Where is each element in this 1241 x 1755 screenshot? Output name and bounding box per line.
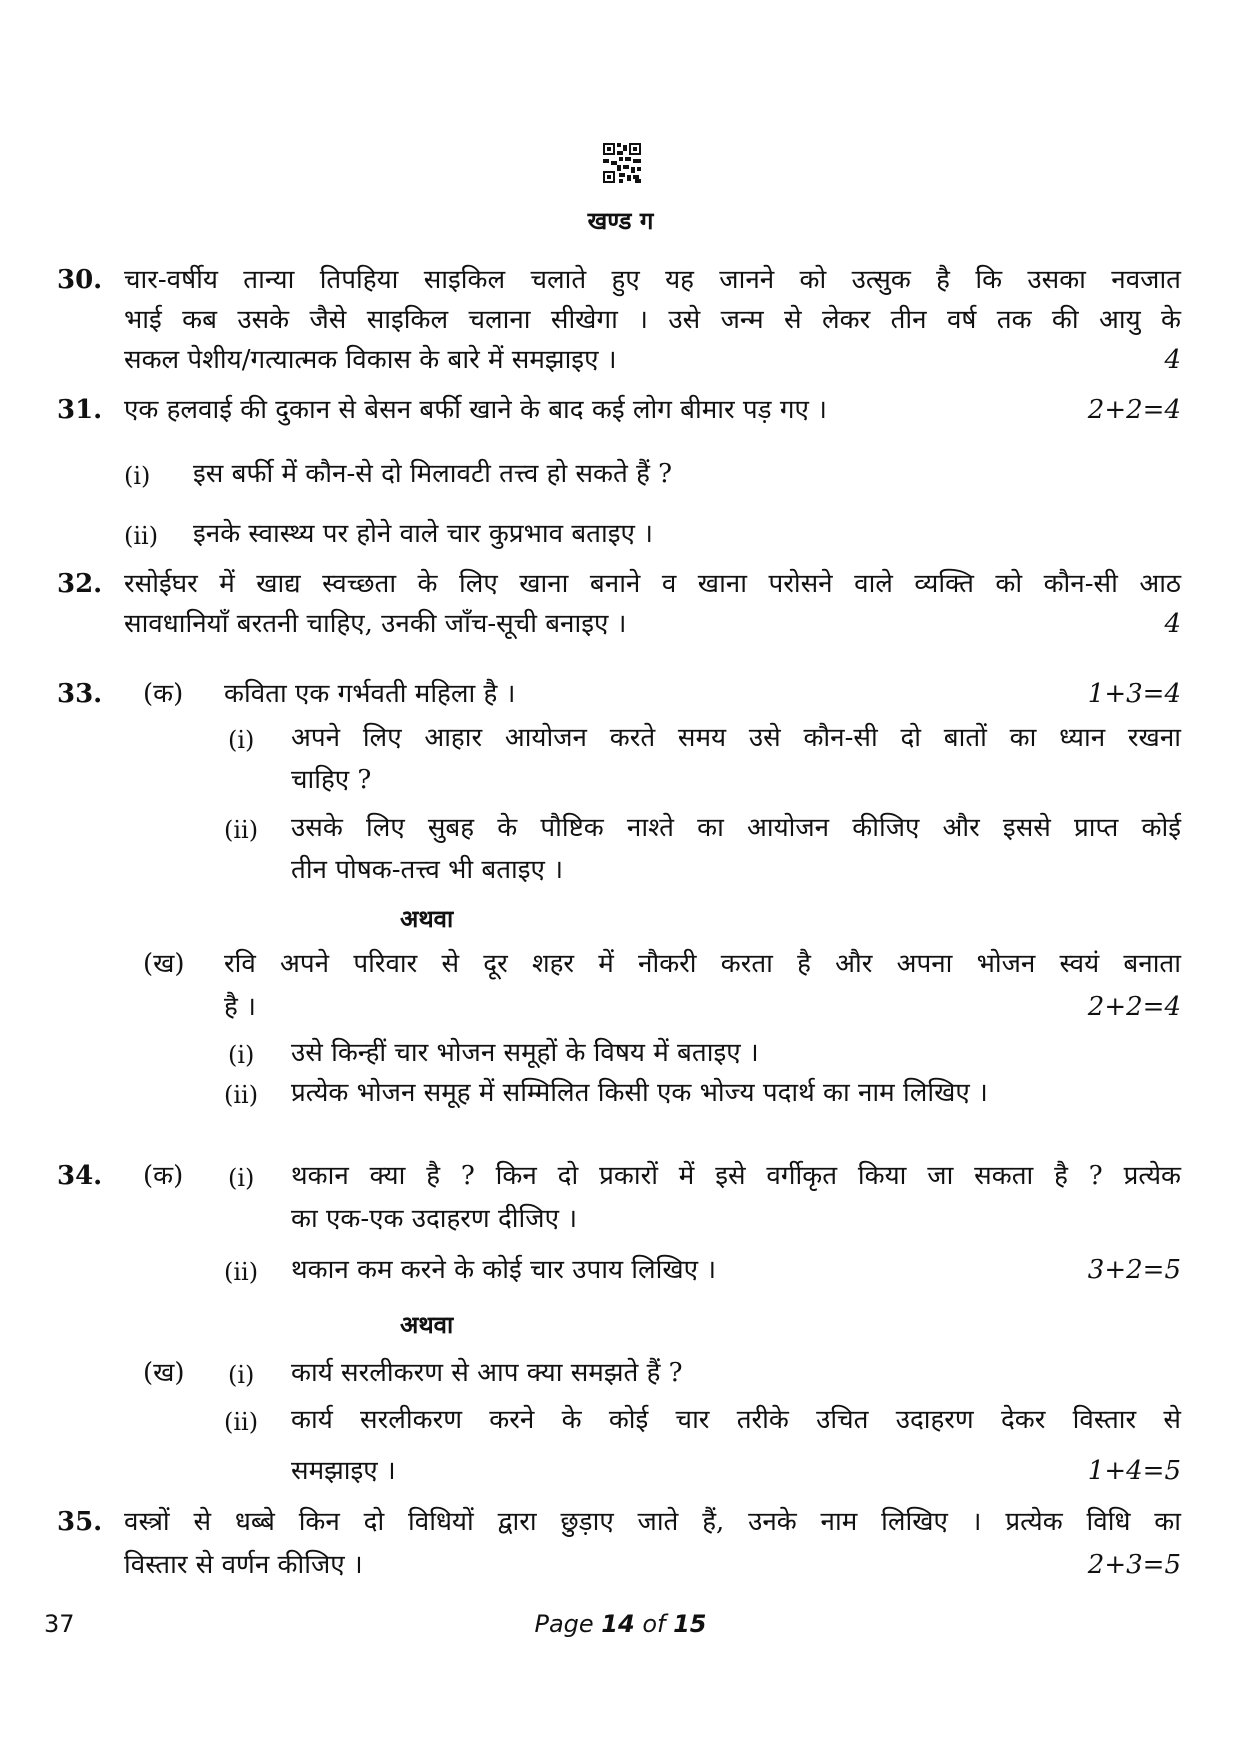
option-label: (क): [143, 1161, 184, 1191]
option-label: (ख): [143, 949, 185, 979]
subpart-label: (i): [124, 462, 151, 490]
question-text-line: चार-वर्षीय तान्या तिपहिया साइकिल चलाते हुए यह जानने को उत्सुक है कि उसका नवजात: [124, 265, 1181, 295]
subpart-text: प्रत्येक भोजन समूह में सम्मिलित किसी एक भोज्य पदार्थ का नाम लिखिए ।: [291, 1078, 988, 1108]
question-text-line: सकल पेशीय/गत्यात्मक विकास के बारे में समझाइए ।: [124, 345, 617, 375]
question-number: 33.: [57, 679, 103, 709]
page-current: 14: [601, 1610, 635, 1638]
subpart-text: तीन पोषक-तत्त्व भी बताइए ।: [291, 855, 564, 885]
qr-code-icon: [603, 143, 641, 183]
subpart-label: (ii): [124, 522, 159, 550]
question-marks: 2+3=5: [1087, 1550, 1181, 1580]
subpart-text: उसके लिए सुबह के पौष्टिक नाश्ते का आयोजन कीजिए और इससे प्राप्त कोई: [291, 813, 1181, 843]
option-text: रवि अपने परिवार से दूर शहर में नौकरी करता है और अपना भोजन स्वयं बनाता: [224, 949, 1181, 979]
section-heading: खण्ड ग: [587, 206, 654, 235]
subpart-label: (ii): [224, 816, 259, 844]
subpart-text: थकान क्या है ? किन दो प्रकारों में इसे वर्गीकृत किया जा सकता है ? प्रत्येक: [291, 1161, 1181, 1191]
page-of: of: [634, 1610, 674, 1638]
subpart-label: (i): [228, 1164, 255, 1192]
subpart-text: चाहिए ?: [291, 765, 372, 795]
page-total: 15: [673, 1610, 707, 1638]
subpart-text: इनके स्वास्थ्य पर होने वाले चार कुप्रभाव बताइए ।: [193, 519, 653, 549]
subpart-text: इस बर्फी में कौन-से दो मिलावटी तत्त्व हो सकते हैं ?: [193, 459, 673, 489]
or-divider: अथवा: [400, 1310, 454, 1339]
or-divider: अथवा: [400, 904, 454, 933]
question-marks: 2+2=4: [1087, 395, 1181, 425]
subpart-label: (ii): [224, 1258, 259, 1286]
option-label: (क): [143, 679, 184, 709]
subpart-label: (i): [228, 726, 255, 754]
subpart-text: कार्य सरलीकरण से आप क्या समझते हैं ?: [291, 1358, 683, 1388]
question-marks: 2+2=4: [1087, 992, 1181, 1022]
question-marks: 4: [1164, 609, 1181, 639]
question-text-line: सावधानियाँ बरतनी चाहिए, उनकी जाँच-सूची बनाइए ।: [124, 609, 627, 639]
page-prefix: Page: [534, 1610, 602, 1638]
question-number: 35.: [57, 1507, 103, 1537]
page-indicator: [0, 1610, 1241, 1638]
question-marks: 1+4=5: [1087, 1456, 1181, 1486]
subpart-text: का एक-एक उदाहरण दीजिए ।: [291, 1204, 578, 1234]
question-text-line: रसोईघर में खाद्य स्वच्छता के लिए खाना बनाने व खाना परोसने वाले व्यक्ति को कौन-सी आठ: [124, 569, 1181, 599]
subpart-text: थकान कम करने के कोई चार उपाय लिखिए ।: [291, 1255, 717, 1285]
option-text: कविता एक गर्भवती महिला है ।: [224, 679, 516, 709]
subpart-label: (i): [228, 1361, 255, 1389]
question-number: 32.: [57, 569, 103, 599]
question-text-line: विस्तार से वर्णन कीजिए ।: [124, 1550, 363, 1580]
paper-code: 37: [44, 1610, 75, 1638]
question-marks: 4: [1164, 345, 1181, 375]
subpart-text: समझाइए ।: [291, 1456, 396, 1486]
option-label: (ख): [143, 1358, 185, 1388]
question-number: 34.: [57, 1161, 103, 1191]
question-text-line: वस्त्रों से धब्बे किन दो विधियों द्वारा छुड़ाए जाते हैं, उनके नाम लिखिए । प्रत्येक विधि का: [124, 1507, 1181, 1537]
subpart-label: (i): [228, 1041, 255, 1069]
subpart-label: (ii): [224, 1408, 259, 1436]
subpart-text: कार्य सरलीकरण करने के कोई चार तरीके उचित उदाहरण देकर विस्तार से: [291, 1405, 1181, 1435]
option-text: है ।: [224, 992, 256, 1022]
subpart-text: उसे किन्हीं चार भोजन समूहों के विषय में बताइए ।: [291, 1038, 759, 1068]
question-text-line: एक हलवाई की दुकान से बेसन बर्फी खाने के बाद कई लोग बीमार पड़ गए ।: [124, 395, 827, 425]
subpart-label: (ii): [224, 1081, 259, 1109]
question-text-line: भाई कब उसके जैसे साइकिल चलाना सीखेगा । उसे जन्म से लेकर तीन वर्ष तक की आयु के: [124, 305, 1181, 335]
question-marks: 1+3=4: [1087, 679, 1181, 709]
question-number: 30.: [57, 265, 103, 295]
question-marks: 3+2=5: [1087, 1255, 1181, 1285]
subpart-text: अपने लिए आहार आयोजन करते समय उसे कौन-सी दो बातों का ध्यान रखना: [291, 723, 1181, 753]
question-number: 31.: [57, 395, 103, 425]
